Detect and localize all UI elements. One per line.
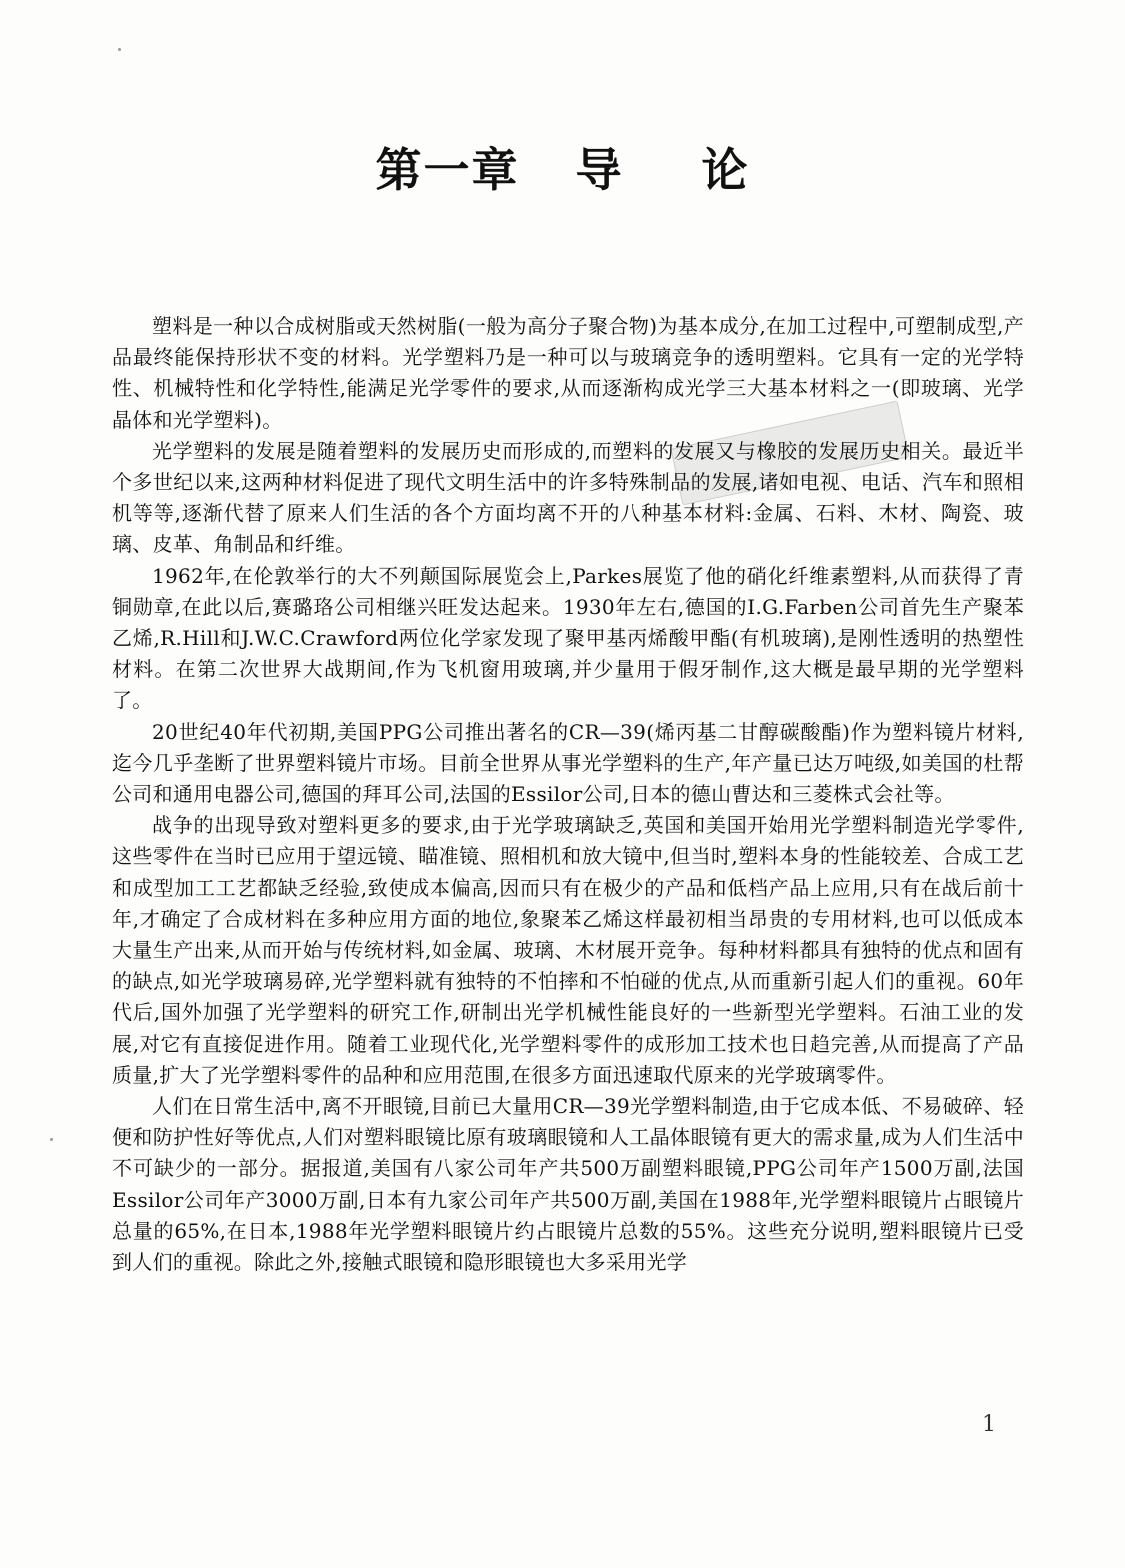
page-number: 1 — [982, 1412, 996, 1437]
paragraph-4: 20世纪40年代初期,美国PPG公司推出著名的CR—39(烯丙基二甘醇碳酸酯)作为塑料镜片材料,迄今几乎垄断了世界塑料镜片市场。目前全世界从事光学塑料的生产,年产量已达万吨级,如美国的杜帮公司和通用电器公司,德国的拜耳公司,法国的Essilor公司,日本的德山曹达和三菱株式会社等。 — [112, 719, 1024, 807]
body-text — [112, 311, 1024, 1278]
scan-speck — [50, 1138, 53, 1141]
chapter-label: 第一章 — [375, 143, 520, 197]
paragraph-1: 塑料是一种以合成树脂或天然树脂(一般为高分子聚合物)为基本成分,在加工过程中,可塑制成型,产品最终能保持形状不变的材料。光学塑料乃是一种可以与玻璃竞争的透明塑料。它具有一定的光学特性、机械特性和化学特性,能满足光学零件的要求,从而逐渐构成光学三大基本材料之一(即玻璃、光学晶体和光学塑料)。 — [112, 314, 1024, 432]
paragraph-6: 人们在日常生活中,离不开眼镜,目前已大量用CR—39光学塑料制造,由于它成本低、不易破碎、轻便和防护性好等优点,人们对塑料眼镜比原有玻璃眼镜和人工晶体眼镜有更大的需求量,成为人们生活中不可缺少的一部分。据报道,美国有八家公司年产共500万副塑料眼镜,PPG公司年产1500万副,法国Essilor公司年产3000万副,日本有九家公司年产共500万副,美国在1988年,光学塑料眼镜片占眼镜片总量的65%,在日本,1988年光学塑料眼镜片约占眼镜片总数的55%。这些充分说明,塑料眼镜片已受到人们的重视。除此之外,接触式眼镜和隐形眼镜也大多采用光学 — [112, 1094, 1024, 1275]
chapter-title — [0, 140, 1125, 200]
paragraph-2: 光学塑料的发展是随着塑料的发展历史而形成的,而塑料的发展又与橡胶的发展历史相关。最近半个多世纪以来,这两种材料促进了现代文明生活中的许多特殊制品的发展,诸如电视、电话、汽车和照相机等等,逐渐代替了原来人们生活的各个方面均离不开的八种基本材料:金属、石料、木材、陶瓷、玻璃、皮革、角制品和纤维。 — [112, 438, 1024, 557]
paragraph-3: 1962年,在伦敦举行的大不列颠国际展览会上,Parkes展览了他的硝化纤维素塑料,从而获得了青铜勋章,在此以后,赛璐珞公司相继兴旺发达起来。1930年左右,德国的I.G.Farben公司首先生产聚苯乙烯,R.Hill和J.W.C.Crawford两位化学家发现了聚甲基丙烯酸甲酯(有机玻璃),是刚性透明的热塑性材料。在第二次世界大战期间,作为飞机窗用玻璃,并少量用于假牙制作,这大概是最早期的光学塑料了。 — [112, 563, 1024, 713]
chapter-title-part2: 论 — [701, 143, 750, 197]
chapter-title-part1: 导 — [575, 143, 624, 197]
scan-speck — [118, 48, 121, 51]
paragraph-5: 战争的出现导致对塑料更多的要求,由于光学玻璃缺乏,英国和美国开始用光学塑料制造光学零件,这些零件在当时已应用于望远镜、瞄准镜、照相机和放大镜中,但当时,塑料本身的性能较差、合成工艺和成型加工工艺都缺乏经验,致使成本偏高,因而只有在极少的产品和低档产品上应用,只有在战后前十年,才确定了合成材料在多种应用方面的地位,象聚苯乙烯这样最初相当昂贵的专用材料,也可以低成本大量生产出来,从而开始与传统材料,如金属、玻璃、木材展开竞争。每种材料都具有独特的优点和固有的缺点,如光学玻璃易碎,光学塑料就有独特的不怕摔和不怕碰的优点,从而重新引起人们的重视。60年代后,国外加强了光学塑料的研究工作,研制出光学机械性能良好的一些新型光学塑料。石油工业的发展,对它有直接促进作用。随着工业现代化,光学塑料零件的成形加工技术也日趋完善,从而提高了产品质量,扩大了光学塑料零件的品种和应用范围,在很多方面迅速取代原来的光学玻璃零件。 — [112, 813, 1024, 1087]
